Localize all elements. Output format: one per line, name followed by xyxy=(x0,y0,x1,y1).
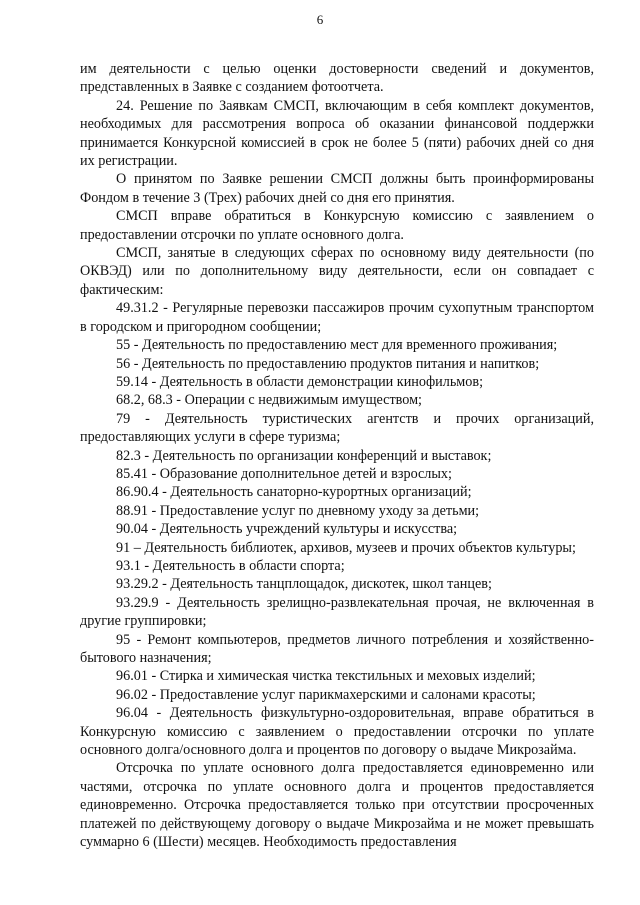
okved-item: 49.31.2 - Регулярные перевозки пассажиров прочим сухопутным транспортом в городском и пригородном сообщении; xyxy=(80,300,594,335)
okved-item: 93.29.9 - Деятельность зрелищно-развлекательная прочая, не включенная в другие группировки; xyxy=(80,594,594,630)
okved-item: 93.29.2 - Деятельность танцплощадок, дискотек, школ танцев; xyxy=(116,576,492,593)
page-number: 6 xyxy=(316,12,324,27)
paragraph: 24. Решение по Заявкам СМСП, включающим в себя комплект документов, необходимых для рассмотрения вопроса об оказании финансовой поддержки принимается Конкурсной комиссией в срок не более 5 (пяти) рабочих дней со дня их регистрации. xyxy=(80,97,594,170)
paragraph: О принятом по Заявке решении СМСП должны быть проинформированы Фондом в течение 3 (Трех) рабочих дней со дня его принятия. xyxy=(80,171,594,206)
paragraph: им деятельности с целью оценки достоверности сведений и документов, представленных в Заявке с созданием фотоотчета. xyxy=(80,61,594,96)
okved-item: 91 – Деятельность библиотек, архивов, музеев и прочих объектов культуры; xyxy=(116,539,576,556)
paragraph: СМСП вправе обратиться в Конкурсную комиссию с заявлением о предоставлении отсрочки по уплате основного долга. xyxy=(80,208,594,243)
okved-item: 96.02 - Предоставление услуг парикмахерскими и салонами красоты; xyxy=(116,686,536,703)
okved-item: 68.2, 68.3 - Операции с недвижимым имуществом; xyxy=(116,392,422,409)
okved-item: 93.1 - Деятельность в области спорта; xyxy=(116,557,345,574)
okved-item: 96.01 - Стирка и химическая чистка текстильных и меховых изделий; xyxy=(116,668,536,685)
document-body xyxy=(80,60,594,851)
okved-item: 86.90.4 - Деятельность санаторно-курортных организаций; xyxy=(116,484,472,501)
okved-item: 90.04 - Деятельность учреждений культуры и искусства; xyxy=(116,521,458,538)
paragraph: СМСП, занятые в следующих сферах по основному виду деятельности (по ОКВЭД) или по дополнительному виду деятельности, если он совпадает с фактическим: xyxy=(80,245,594,298)
okved-item: 82.3 - Деятельность по организации конференций и выставок; xyxy=(116,447,492,464)
okved-item: 85.41 - Образование дополнительное детей и взрослых; xyxy=(116,465,452,482)
paragraph: Отсрочка по уплате основного долга предоставляется единовременно или частями, отсрочка по уплате основного долга и процентов предоставляется единовременно. Отсрочка предоставляется только при отсутствии просроченных платежей по действующему договору о выдаче Микрозайма и не может превышать суммарно 6 (Шести) месяцев. Необходимость предоставления xyxy=(80,760,594,851)
okved-item: 56 - Деятельность по предоставлению продуктов питания и напитков; xyxy=(116,355,540,372)
okved-item: 79 - Деятельность туристических агентств и прочих организаций, предоставляющих услуги в сфере туризма; xyxy=(80,410,594,446)
okved-item: 88.91 - Предоставление услуг по дневному уходу за детьми; xyxy=(116,502,480,519)
okved-item: 95 - Ремонт компьютеров, предметов личного потребления и хозяйственно-бытового назначения; xyxy=(80,631,594,666)
okved-item: 96.04 - Деятельность физкультурно-оздоровительная, вправе обратиться в Конкурсную комиссию с заявлением о предоставлении отсрочки по уплате основного долга/основного долга и процентов по договору о выдаче Микрозайма. xyxy=(80,705,594,759)
okved-item: 59.14 - Деятельность в области демонстрации кинофильмов; xyxy=(116,373,484,390)
okved-item: 55 - Деятельность по предоставлению мест для временного проживания; xyxy=(116,337,558,354)
